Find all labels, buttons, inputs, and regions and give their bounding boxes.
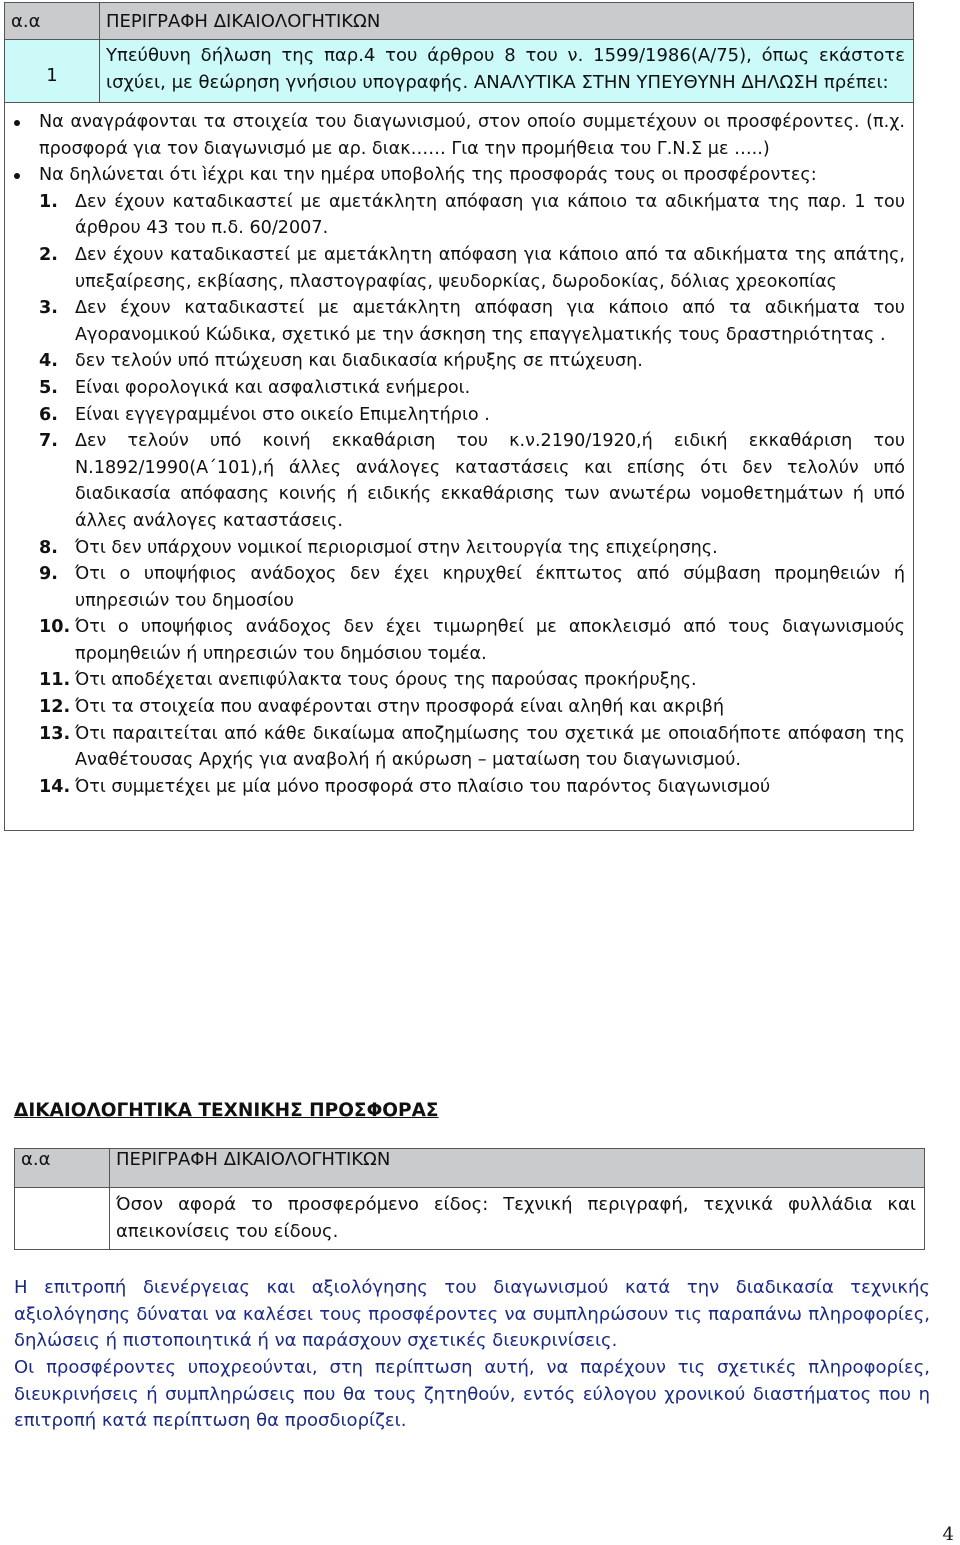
list-item-number: 2.: [39, 244, 58, 265]
list-item-text: Δεν έχουν καταδικαστεί με αμετάκλητη απόφαση για κάποιο τα αδικήματα της παρ. 1 του άρθρου 43 του π.δ. 60/2007.: [75, 191, 905, 239]
table-row: [15, 1188, 925, 1250]
list-item-text: Ότι τα στοιχεία που αναφέρονται στην προσφορά είναι αληθή και ακριβή: [75, 697, 725, 718]
list-item-text: Δεν έχουν καταδικαστεί με αμετάκλητη απόφαση για κάποιο από τα αδικήματα του Αγορανομικού Κώδικα, σχετικό με την άσκηση της επαγγελματικής τους δραστηριότητας .: [75, 298, 905, 345]
list-item-text: Ότι συμμετέχει με μία μόνο προσφορά στο πλαίσιο του παρόντος διαγωνισμού: [75, 776, 771, 797]
list-item: [9, 428, 905, 534]
list-item: [9, 774, 905, 801]
table-row-details: [5, 103, 914, 831]
header-col-description: ΠΕΡΙΓΡΑΦΗ ΔΙΚΑΙΟΛΟΓΗΤΙΚΩΝ: [110, 1149, 925, 1188]
list-item: [9, 375, 905, 402]
note-paragraph-1: Η επιτροπή διενέργειας και αξιολόγησης του διαγωνισμού κατά την διαδικασία τεχνικής αξιολόγησης δύναται να καλέσει τους προσφέροντες να συμπληρώσουν τις παραπάνω πληροφορίες, δηλώσεις ή πιστοποιητικά ή να παράσχουν σχετικές διευκρινίσεις.: [14, 1277, 930, 1351]
row-number-empty: [15, 1188, 110, 1250]
list-item-number: 9.: [39, 564, 58, 585]
list-item-number: 13.: [39, 723, 71, 744]
header-col-number: α.α: [5, 3, 100, 40]
list-item-text: Είναι εγγεγραμμένοι στο οικείο Επιμελητήριο .: [75, 404, 490, 425]
list-item: [9, 242, 905, 295]
list-item-text: Ότι δεν υπάρχουν νομικοί περιορισμοί στην λειτουργία της επιχείρησης.: [75, 537, 718, 558]
list-item-number: 4.: [39, 351, 58, 372]
list-item: [9, 561, 905, 614]
table-row: [5, 40, 914, 103]
list-item-text: Δεν τελούν υπό κοινή εκκαθάριση του κ.ν.2190/1920,ή ειδική εκκαθάριση του Ν.1892/1990(Α΄101),ή άλλες ανάλογες καταστάσεις και επίσης ότι δεν τελολύν υπό διαδικασία απόφασης κοινής ή ειδικής εκκαθάρισης των ανωτέρω νομοθετημάτων ή υπό άλλες ανάλογες καταστάσεις.: [75, 431, 905, 531]
list-item: [9, 667, 905, 694]
table-header-row: [15, 1149, 925, 1188]
list-item-number: 8.: [39, 537, 58, 558]
list-item-number: 14.: [39, 776, 71, 797]
list-item-text: Ότι παραιτείται από κάθε δικαίωμα αποζημίωσης του σχετικά με οποιαδήποτε απόφαση της Αναθέτουσας Αρχής για αναβολή ή ακύρωση – ματαίωση του διαγωνισμού.: [75, 723, 905, 771]
bullet-item: Να αναγράφονται τα στοιχεία του διαγωνισμού, στον οποίο συμμετέχουν οι προσφέροντες. (π.χ. προσφορά για τον διαγωνισμό με αρ. διακ…… Για την προμήθεια του Γ.Ν.Σ με …..): [9, 109, 905, 162]
list-item: [9, 348, 905, 375]
table-header-row: [5, 3, 914, 40]
list-item-text: Ότι ο υποψήφιος ανάδοχος δεν έχει κηρυχθεί έκπτωτος από σύμβαση προμηθειών ή υπηρεσιών του δημοσίου: [75, 564, 905, 611]
list-item-text: Δεν έχουν καταδικαστεί με αμετάκλητη απόφαση για κάποιο από τα αδικήματα της απάτης, υπεξαίρεσης, εκβίασης, πλαστογραφίας, ψευδορκίας, δωροδοκίας, δόλιας χρεοκοπίας: [75, 244, 905, 292]
list-item-number: 7.: [39, 431, 58, 452]
list-item-text: δεν τελούν υπό πτώχευση και διαδικασία κήρυξης σε πτώχευση.: [75, 351, 643, 372]
list-item: [9, 189, 905, 242]
list-item-text: Ότι αποδέχεται ανεπιφύλακτα τους όρους της παρούσας προκήρυξης.: [75, 670, 697, 691]
list-item: [9, 721, 905, 774]
numbered-list: [9, 189, 905, 801]
technical-offer-table: [14, 1148, 925, 1250]
row-number: 1: [5, 40, 100, 103]
list-item-number: 12.: [39, 697, 71, 718]
list-item-number: 10.: [39, 617, 71, 638]
page-number: 4: [942, 1524, 954, 1545]
list-item-number: 1.: [39, 191, 58, 212]
list-item-number: 6.: [39, 404, 58, 425]
section-title: ΔΙΚΑΙΟΛΟΓΗΤΙΚΑ ΤΕΧΝΙΚΗΣ ΠΡΟΣΦΟΡΑΣ: [14, 1100, 439, 1121]
row-description: Υπεύθυνη δήλωση της παρ.4 του άρθρου 8 του ν. 1599/1986(Α/75), όπως εκάστοτε ισχύει, με θεώρηση γνήσιου υπογραφής. ΑΝΑΛΥΤΙΚΑ ΣΤΗΝ ΥΠΕΥΘΥΝΗ ΔΗΛΩΣΗ πρέπει:: [100, 40, 914, 103]
list-item: [9, 614, 905, 667]
requirements-table: [4, 2, 914, 831]
list-item: [9, 295, 905, 348]
list-item-text: Ότι ο υποψήφιος ανάδοχος δεν έχει τιμωρηθεί με αποκλεισμό από τους διαγωνισμούς προμηθειών ή υπηρεσιών του δημόσιου τομέα.: [75, 617, 905, 664]
bullet-item: Να δηλώνεται ότι ìέχρι και την ημέρα υποβολής της προσφοράς τους οι προσφέροντες:: [9, 162, 905, 189]
list-item-text: Είναι φορολογικά και ασφαλιστικά ενήμεροι.: [75, 377, 471, 398]
note-paragraph-2: Οι προσφέροντες υποχρεούνται, στη περίπτωση αυτή, να παρέχουν τις σχετικές πληροφορίες, διευκρινήσεις ή συμπληρώσεις που θα τους ζητηθούν, εντός εύλογου χρονικού διαστήματος που η επιτροπή κατά περίπτωση θα προσδιορίζει.: [14, 1357, 930, 1431]
list-item: [9, 535, 905, 562]
declaration-details: [5, 103, 914, 831]
list-item: [9, 402, 905, 429]
header-col-number: α.α: [15, 1149, 110, 1188]
row-description: Όσον αφορά το προσφερόμενο είδος: Τεχνική περιγραφή, τεχνικά φυλλάδια και απεικονίσεις του είδους.: [110, 1188, 925, 1250]
list-item-number: 3.: [39, 298, 58, 319]
header-col-description: ΠΕΡΙΓΡΑΦΗ ΔΙΚΑΙΟΛΟΓΗΤΙΚΩΝ: [100, 3, 914, 40]
list-item-number: 11.: [39, 670, 71, 691]
list-item-number: 5.: [39, 377, 58, 398]
list-item: [9, 694, 905, 721]
